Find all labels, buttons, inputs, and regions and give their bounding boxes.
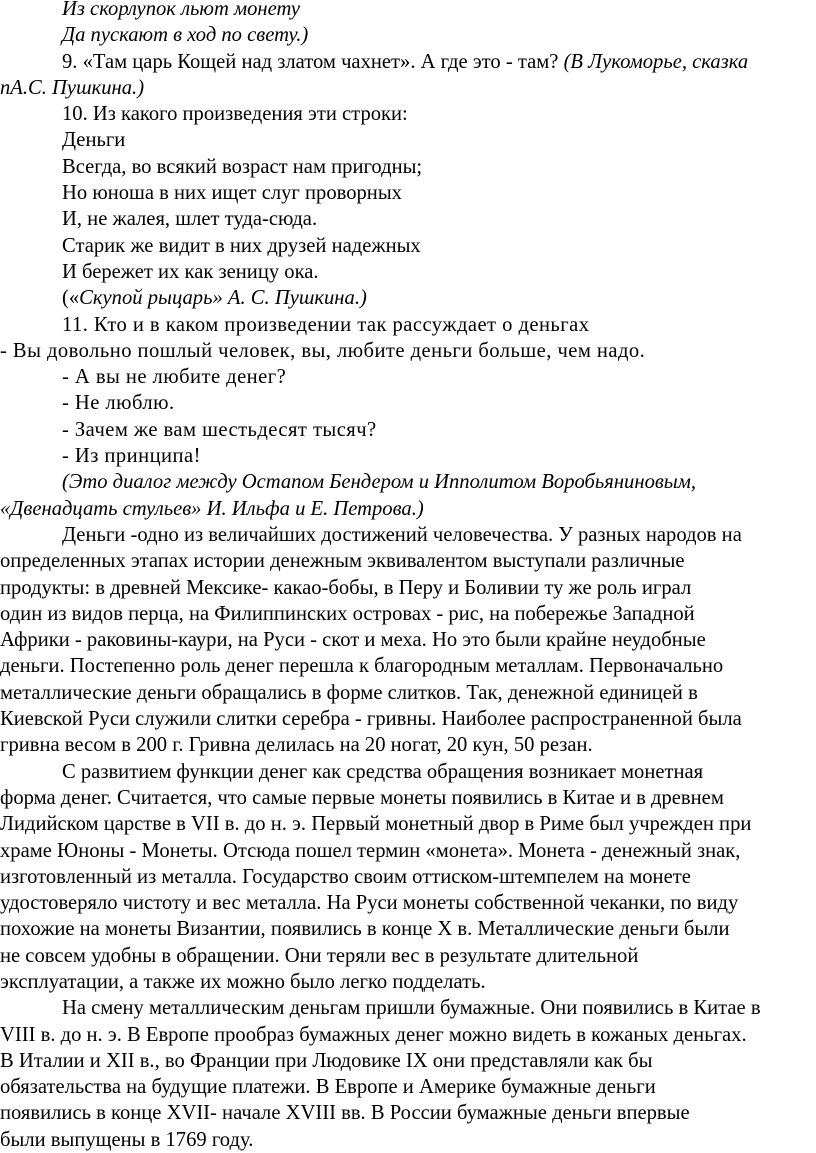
verse-line: Деньги (62, 129, 126, 152)
paragraph-line: С развитием функции денег как средства обращения возникает монетная (62, 760, 704, 783)
paragraph-line: Африки - раковины-каури, на Руси - скот и меха. Но это были крайне неудобные (0, 629, 706, 652)
question-11-answer-cont: «Двенадцать стульев» И. Ильфа и Е. Петрова.) (0, 497, 424, 520)
poem-line: Да пускают в ход по свету.) (62, 24, 309, 47)
paragraph-line: были выпущены в 1769 году. (0, 1128, 254, 1151)
paragraph-line: Деньги -одно из величайших достижений человечества. У разных народов на (62, 523, 742, 546)
verse-line: И, не жалея, шлет туда-сюда. (62, 208, 318, 231)
paragraph-coins (0, 759, 814, 996)
dialogue-line: - А вы не любите денег? (62, 366, 287, 389)
question-9-answer-cont: пА.С. Пушкина.) (0, 76, 145, 99)
paragraph-line: эксплуатации, а также их можно было легко подделать. (0, 970, 486, 993)
paragraph-line: Лидийском царстве в VII в. до н. э. Первый монетный двор в Риме был учрежден при (0, 813, 752, 836)
paragraph-line: появились в конце XVII- начале XVIII вв. В России бумажные деньги впервые (0, 1102, 690, 1125)
verse-line: И бережет их как зеницу ока. (62, 260, 319, 283)
paragraph-line: деньги. Постепенно роль денег перешла к благородным металлам. Первоначально (0, 655, 724, 678)
question-11-answer: (Это диалог между Остапом Бендером и Ипполитом Воробьяниновым, (62, 471, 697, 494)
paragraph-line: На смену металлическим деньгам пришли бумажные. Они появились в Китае в (62, 997, 761, 1020)
dialogue-line: - Зачем же вам шестьдесят тысяч? (62, 418, 377, 441)
question-9-text: 9. «Там царь Кощей над златом чахнет». А где это - там? (62, 50, 564, 73)
verse-line: Всегда, во всякий возраст нам пригодны; (62, 155, 423, 178)
paragraph-line: удостоверяло чистоту и вес металла. На Руси монеты собственной чеканки, по виду (0, 892, 739, 915)
question-9-answer: (В Лукоморье, сказка (563, 50, 749, 73)
paragraph-line: продукты: в древней Мексике- какао-бобы, в Перу и Боливии ту же роль играл (0, 576, 692, 599)
paragraph-line: один из видов перца, на Филиппинских островах - рис, на побережье Западной (0, 602, 695, 625)
paragraph-line: не совсем удобны в обращении. Они теряли вес в результате длительной (0, 944, 639, 967)
paragraph-line: изготовленный из металла. Государство своим оттиском-штемпелем на монете (0, 865, 691, 888)
paragraph-line: Киевской Руси служили слитки серебра - гривны. Наиболее распространенной была (0, 708, 742, 731)
paragraph-line: похожие на монеты Византии, появились в конце X в. Металлические деньги были (0, 918, 730, 941)
poem-line: Из скорлупок льют монету (62, 0, 300, 20)
paragraph-line: форма денег. Считается, что самые первые монеты появились в Китае и в древнем (0, 786, 724, 809)
paragraph-money-history (0, 522, 814, 759)
paragraph-paper-money (0, 995, 814, 1153)
paragraph-line: В Италии и XII в., во Франции при Людовике IX они представляли как бы (0, 1049, 653, 1072)
paragraph-line: обязательства на будущие платежи. В Европе и Америке бумажные деньги (0, 1076, 656, 1099)
paragraph-line: VIII в. до н. э. В Европе прообраз бумажных денег можно видеть в кожаных деньгах. (0, 1023, 747, 1046)
paragraph-line: гривна весом в 200 г. Гривна делилась на 20 ногат, 20 кун, 50 резан. (0, 734, 593, 757)
paragraph-line: определенных этапах истории денежным эквивалентом выступали различные (0, 550, 685, 573)
question-11-prompt: 11. Кто и в каком произведении так рассуждает о деньгах (62, 313, 590, 336)
dialogue-line: - Не люблю. (62, 392, 175, 415)
question-9 (0, 49, 814, 75)
paragraph-line: храме Юноны - Монеты. Отсюда пошел термин «монета». Монета - денежный знак, (0, 839, 741, 862)
question-10-prompt: 10. Из какого произведения эти строки: (62, 103, 408, 126)
paragraph-line: металлические деньги обращались в форме слитков. Так, денежной единицей в (0, 681, 698, 704)
question-10-answer (0, 285, 814, 311)
answer-open-quote: (« (62, 287, 80, 310)
dialogue-line: - Из принципа! (62, 445, 201, 468)
answer-text: Скупой рыцарь» А. С. Пушкина.) (79, 287, 367, 310)
dialogue-line: - Вы довольно пошлый человек, вы, любите деньги больше, чем надо. (0, 339, 646, 362)
verse-line: Но юноша в них ищет слуг проворных (62, 182, 402, 205)
verse-line: Старик же видит в них друзей надежных (62, 234, 421, 257)
